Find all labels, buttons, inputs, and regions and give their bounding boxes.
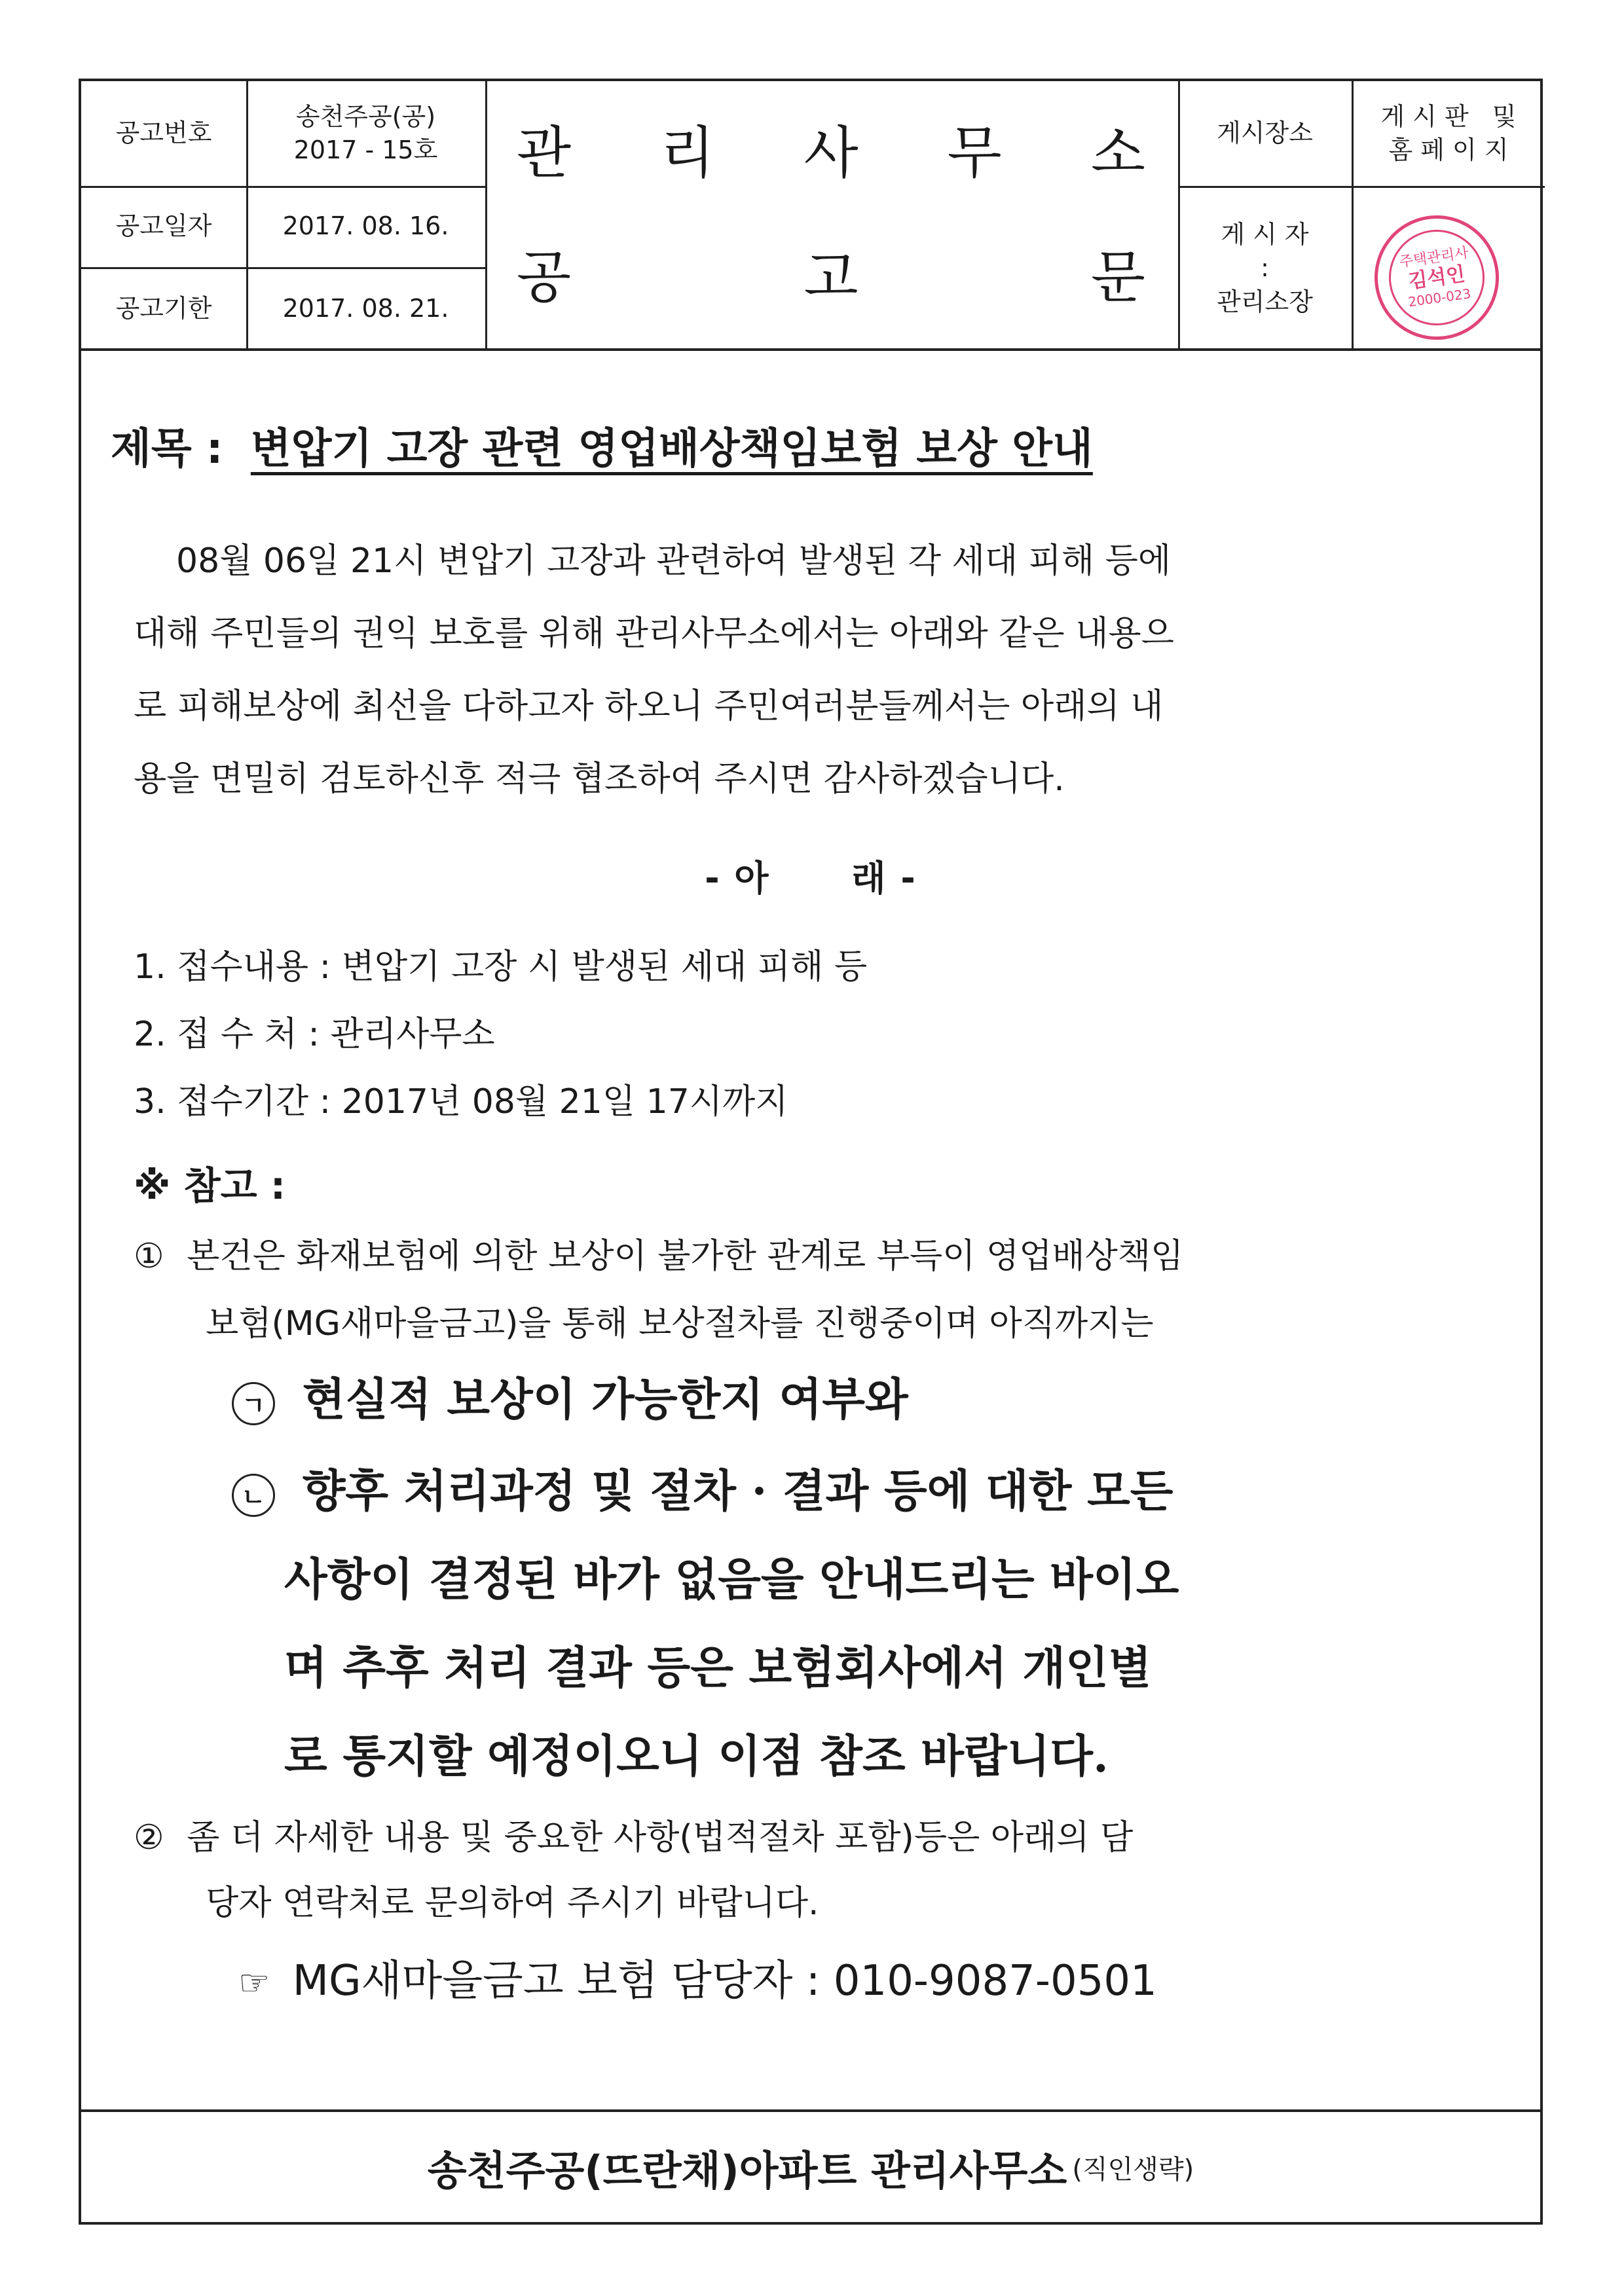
list-item: 1. 접수내용 : 변압기 고장 시 발생된 세대 피해 등 (134, 947, 868, 987)
post-place-line2: 홈 페 이 지 (1388, 136, 1509, 164)
notice-number-line2: 2017 - 15호 (293, 136, 438, 164)
stamp-number: 2000-023 (1407, 285, 1472, 310)
post-place-value (1352, 81, 1545, 186)
notice-date-label: 공고일자 (115, 211, 212, 241)
stamp-title: 주택관리사 (1398, 244, 1470, 271)
intro-line: 대해 주민들의 권익 보호를 위해 관리사무소에서는 아래와 같은 내용으 (134, 614, 1174, 653)
circled-one-icon: ① (134, 1237, 164, 1276)
office-title (517, 107, 1145, 189)
notice-number-line1: 송천주공(공) (295, 101, 436, 131)
contact-line (238, 1947, 1157, 2007)
note1-line2: 보험(MG새마을금고)을 통해 보상절차를 진행중이며 아직까지는 (206, 1304, 1154, 1343)
office-title-char: 소 (1090, 120, 1145, 186)
note2 (134, 1810, 1133, 1859)
circled-nieun-icon: ㄴ (232, 1474, 275, 1517)
notice-number-label: 공고번호 (115, 118, 212, 148)
pointing-hand-icon: ☞ (238, 1962, 270, 2003)
subject-text: 변압기 고장 관련 영업배상책임보험 보상 안내 (250, 425, 1093, 473)
sub-point-b (232, 1456, 1173, 1520)
notice-doc-title (517, 232, 1145, 313)
notice-date-value: 2017. 08. 16. (282, 211, 449, 241)
notice-frame (79, 79, 1543, 2225)
sub-point-a-text: 현실적 보상이 가능한지 여부와 (302, 1374, 908, 1426)
note1 (134, 1228, 1183, 1277)
notice-doc-title-char: 공 (517, 245, 572, 310)
sub-point-b-line: 향후 처리과정 및 절차 · 결과 등에 대한 모든 (302, 1465, 1173, 1518)
intro-line: 용을 면밀히 검토하신후 적극 협조하여 주시면 감사하겠습니다. (134, 759, 1065, 799)
sub-point-a (232, 1364, 908, 1428)
office-title-char: 관 (517, 120, 572, 186)
circled-giyeok-icon: ㄱ (232, 1382, 275, 1425)
footer-seal-omitted: (직인생략) (1072, 2154, 1194, 2185)
office-title-char: 무 (947, 120, 1002, 186)
stamp-name: 김석인 (1407, 263, 1467, 294)
note2-line2: 당자 연락처로 문의하여 주시기 바랍니다. (206, 1884, 819, 1923)
office-title-char: 리 (660, 120, 715, 186)
header-table (81, 81, 1540, 351)
intro-line: 로 피해보상에 최선을 다하고자 하오니 주민여러분들께서는 아래의 내 (134, 687, 1164, 726)
notice-doc-title-char: 문 (1090, 245, 1145, 310)
notice-number-value (246, 81, 485, 186)
sub-point-b-line: 사항이 결정된 바가 없음을 안내드리는 바이오 (284, 1554, 1179, 1606)
footer-office-name: 송천주공(뜨란채)아파트 관리사무소 (427, 2146, 1067, 2195)
notice-doc-title-char: 고 (803, 245, 858, 310)
notice-subject (111, 415, 1093, 475)
deadline-value: 2017. 08. 21. (282, 294, 449, 323)
note2-line1: 좀 더 자세한 내용 및 중요한 사항(법적절차 포함)등은 아래의 담 (187, 1818, 1134, 1857)
sub-point-b-line: 며 추후 처리 결과 등은 보험회사에서 개인별 (284, 1642, 1152, 1694)
list-item: 2. 접 수 처 : 관리사무소 (134, 1015, 495, 1054)
circled-two-icon: ② (134, 1818, 164, 1857)
contact-text: MG새마을금고 보험 담당자 : 010-9087-0501 (292, 1957, 1157, 2005)
deadline-label: 공고기한 (115, 294, 212, 323)
poster-line3: 관리소장 (1217, 287, 1313, 316)
office-title-char: 사 (803, 120, 858, 186)
poster-line1: 게 시 자 (1221, 220, 1309, 249)
poster-line2: : (1261, 253, 1269, 283)
below-heading: - 아 래 - (705, 858, 917, 899)
subject-prefix: 제목 : (111, 425, 223, 473)
sub-point-b-line: 로 통지할 예정이오니 이점 참조 바랍니다. (284, 1730, 1109, 1783)
intro-line: 08월 06일 21시 변압기 고장과 관련하여 발생된 각 세대 피해 등에 (176, 541, 1172, 581)
note-heading: ※ 참고 : (134, 1163, 286, 1208)
footer-signature (81, 2109, 1540, 2222)
post-place-label: 게시장소 (1217, 118, 1313, 148)
list-item: 3. 접수기간 : 2017년 08월 21일 17시까지 (134, 1082, 788, 1121)
post-place-line1: 게 시 판 및 (1380, 101, 1517, 131)
poster-label (1178, 186, 1352, 351)
note1-line1: 본건은 화재보험에 의한 보상이 불가한 관계로 부득이 영업배상책임 (187, 1237, 1184, 1276)
